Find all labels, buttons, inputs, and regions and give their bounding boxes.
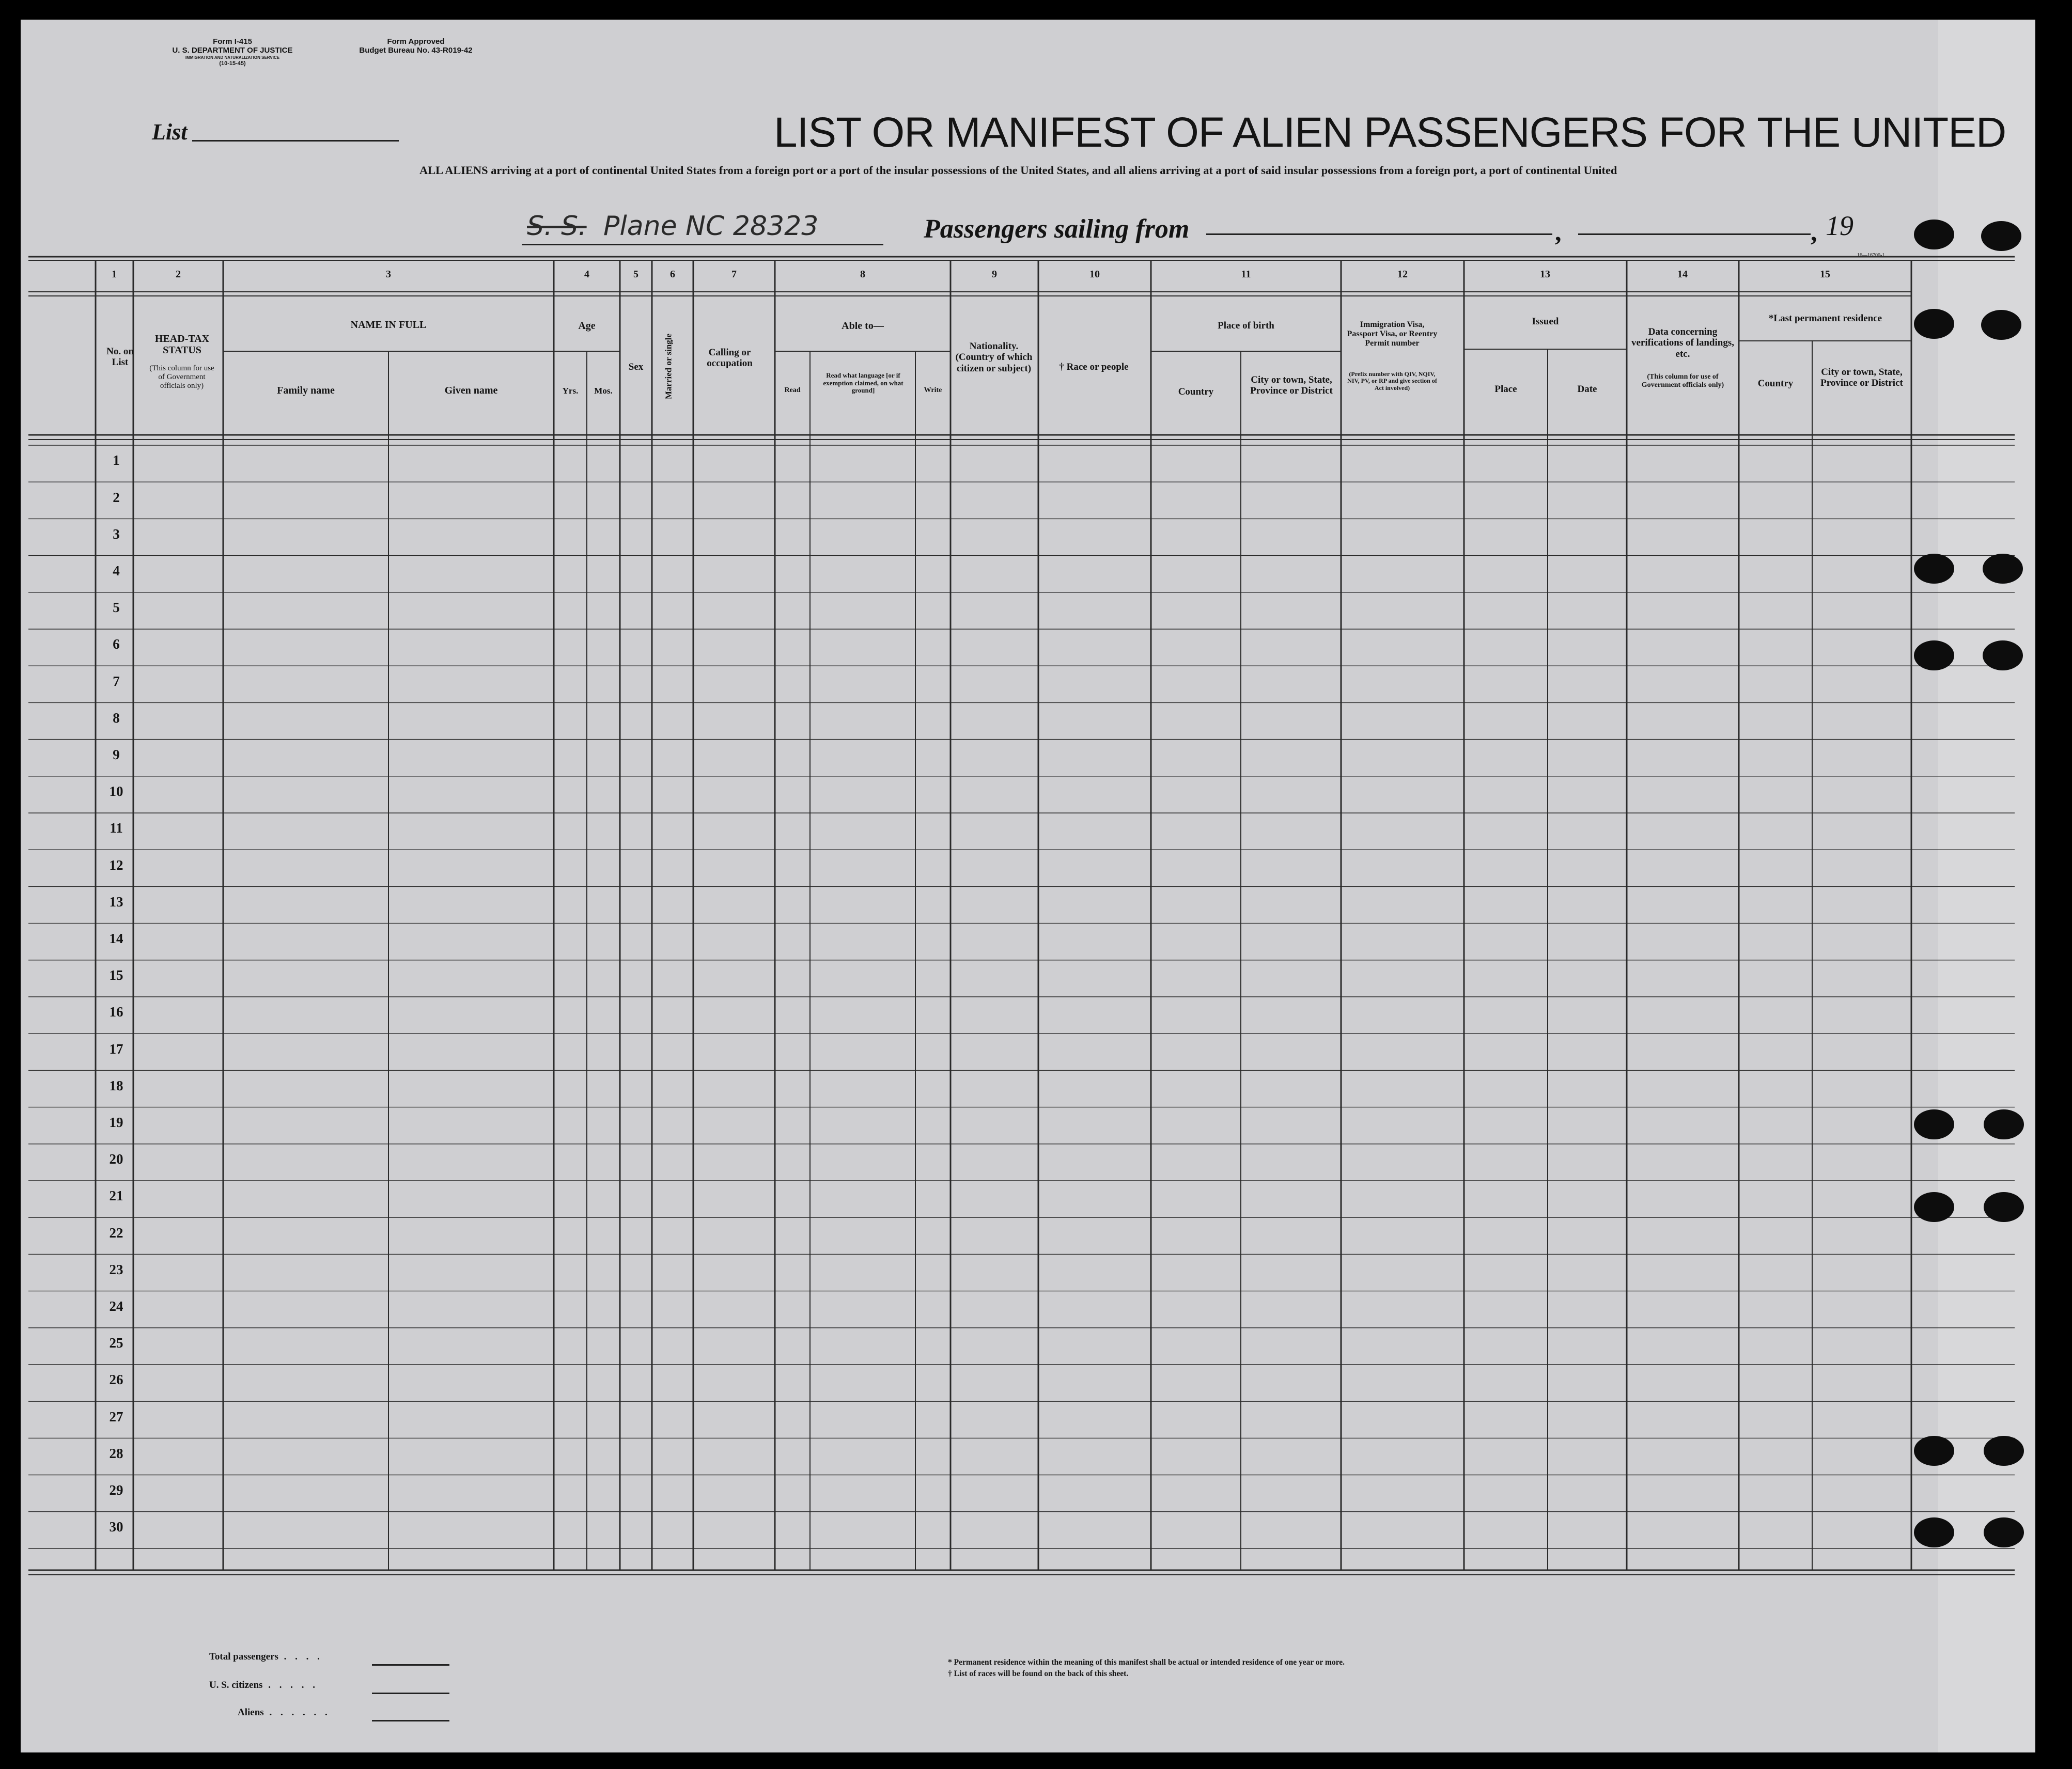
sailing-comma: , <box>1811 217 1817 246</box>
aliens-label: Aliens . . . . . . <box>238 1707 331 1718</box>
row-number: 10 <box>109 784 123 800</box>
header-given-name: Given name <box>444 385 498 396</box>
column-number: 13 <box>1540 269 1550 280</box>
header-married: Married or single <box>663 333 674 400</box>
header-birth-country: Country <box>1178 386 1214 397</box>
header-read-language: Read what language [or if exemption claimed, on what ground] <box>823 371 903 395</box>
header-residence-city: City or town, State, Province or District <box>1820 367 1903 389</box>
page-subtitle: ALL ALIENS arriving at a port of continental United States from a foreign port or a port of the insular possessions of the United States, and all aliens arriving at a port of said insular possessions from a foreign port, a port of continental United <box>419 164 1617 177</box>
row-number: 25 <box>109 1335 123 1351</box>
column-number: 6 <box>670 269 675 280</box>
header-issued-place: Place <box>1494 384 1517 395</box>
header-head-tax-title: HEAD-TAX STATUS <box>154 333 210 356</box>
row-number: 2 <box>113 489 120 505</box>
binding-hole <box>1914 1192 1954 1222</box>
header-residence-country: Country <box>1757 378 1794 389</box>
print-code: 16—16700-1 <box>1857 253 1885 258</box>
year-prefix: 19 <box>1826 210 1853 241</box>
binding-hole <box>1914 220 1954 249</box>
row-number: 24 <box>109 1298 123 1314</box>
row-number: 5 <box>113 600 120 616</box>
header-sex: Sex <box>628 362 644 372</box>
header-issued: Issued <box>1532 316 1559 327</box>
header-age: Age <box>578 320 596 332</box>
header-verification-title: Data concerning verifications of landings, etc. <box>1631 326 1734 359</box>
header-mos: Mos. <box>594 386 613 396</box>
row-number: 23 <box>109 1261 123 1277</box>
approval-line: Budget Bureau No. 43-R019-42 <box>359 46 473 55</box>
column-number: 14 <box>1677 269 1688 280</box>
header-yrs: Yrs. <box>562 386 579 396</box>
form-id-line: Form I-415 <box>213 37 252 46</box>
row-number: 6 <box>113 636 120 652</box>
header-place-of-birth: Place of birth <box>1218 320 1274 331</box>
row-number: 12 <box>109 857 123 873</box>
comma-mark: , <box>1555 217 1562 246</box>
footnote-races: † List of races will be found on the back of this sheet. <box>948 1669 1129 1678</box>
column-number: 4 <box>584 269 589 280</box>
row-number: 14 <box>109 931 123 947</box>
binding-hole <box>1984 1109 2024 1139</box>
row-number: 15 <box>109 967 123 983</box>
row-number: 18 <box>109 1077 123 1093</box>
row-number: 13 <box>109 894 123 910</box>
row-number: 30 <box>109 1519 123 1535</box>
binding-hole <box>1984 1192 2024 1222</box>
approval-line: Form Approved <box>387 37 445 46</box>
form-id-line: (10-15-45) <box>219 60 246 67</box>
header-able-to: Able to— <box>842 320 884 332</box>
header-issued-date: Date <box>1577 384 1597 395</box>
binding-hole <box>1983 640 2023 670</box>
aliens-field[interactable] <box>372 1720 449 1721</box>
row-number: 26 <box>109 1372 123 1388</box>
us-citizens-field[interactable] <box>372 1693 449 1694</box>
column-number: 8 <box>860 269 865 280</box>
row-number: 1 <box>113 452 120 468</box>
row-number: 8 <box>113 710 120 726</box>
binding-hole <box>1984 1517 2024 1547</box>
form-id-line: IMMIGRATION AND NATURALIZATION SERVICE <box>185 55 280 60</box>
binding-hole <box>1914 309 1954 339</box>
form-id-line: U. S. DEPARTMENT OF JUSTICE <box>172 46 293 55</box>
binding-hole <box>1981 221 2021 251</box>
sailing-from-label: Passengers sailing from <box>924 214 1190 244</box>
header-no-on-list: No. on List <box>106 346 134 368</box>
row-number: 4 <box>113 563 120 579</box>
row-number: 20 <box>109 1151 123 1167</box>
header-verification-note: (This column for use of Government officials only) <box>1641 373 1724 389</box>
header-birth-city: City or town, State, Province or District <box>1250 374 1333 397</box>
binding-hole <box>1981 310 2021 340</box>
total-passengers-field[interactable] <box>372 1664 449 1666</box>
header-calling: Calling or occupation <box>707 347 753 369</box>
us-citizens-label: U. S. citizens . . . . . <box>209 1680 318 1690</box>
header-last-residence: *Last permanent residence <box>1768 313 1882 324</box>
row-number: 11 <box>110 820 123 836</box>
binding-hole <box>1914 1436 1954 1466</box>
page-title: LIST OR MANIFEST OF ALIEN PASSENGERS FOR THE UNITED <box>774 109 2006 156</box>
list-label: List <box>152 119 188 145</box>
binding-hole <box>1914 554 1954 584</box>
header-visa-note: (Prefix number with QIV, NQIV, NIV, PV, or RP and give section of Act involved) <box>1347 370 1437 392</box>
header-nationality: Nationality. (Country of which citizen or subject) <box>955 341 1033 374</box>
row-number: 9 <box>113 747 120 763</box>
column-number: 11 <box>1241 269 1251 280</box>
row-number: 28 <box>109 1445 123 1461</box>
row-number: 7 <box>113 673 120 689</box>
row-number: 17 <box>109 1041 123 1057</box>
binding-hole <box>1983 554 2023 584</box>
column-number: 3 <box>386 269 391 280</box>
header-read: Read <box>784 386 801 394</box>
row-number: 19 <box>109 1115 123 1131</box>
row-number: 27 <box>109 1408 123 1424</box>
header-visa-title: Immigration Visa, Passport Visa, or Reentry Permit number <box>1347 320 1438 348</box>
vessel-name: Plane NC 28323 <box>603 211 819 242</box>
column-number: 2 <box>176 269 181 280</box>
header-family-name: Family name <box>277 385 335 396</box>
row-number: 29 <box>109 1482 123 1498</box>
row-number: 3 <box>113 526 120 542</box>
header-write: Write <box>924 386 942 394</box>
column-number: 12 <box>1397 269 1408 280</box>
binding-hole <box>1984 1436 2024 1466</box>
column-number: 5 <box>633 269 638 280</box>
vessel-prefix: S. S. <box>527 211 587 242</box>
binding-hole <box>1914 640 1954 670</box>
footnote-residence: * Permanent residence within the meaning of this manifest shall be actual or intended residence of one year or more. <box>948 1658 1345 1667</box>
total-passengers-label: Total passengers . . . . <box>209 1651 323 1662</box>
column-number: 9 <box>992 269 997 280</box>
binding-hole <box>1914 1109 1954 1139</box>
column-number: 1 <box>112 269 117 280</box>
row-number: 21 <box>109 1188 123 1204</box>
header-race: † Race or people <box>1059 362 1129 372</box>
binding-hole <box>1914 1517 1954 1547</box>
column-number: 7 <box>731 269 737 280</box>
column-number: 15 <box>1820 269 1830 280</box>
row-number: 16 <box>109 1004 123 1020</box>
header-name-in-full: NAME IN FULL <box>350 319 427 331</box>
row-number: 22 <box>109 1225 123 1241</box>
column-number: 10 <box>1089 269 1100 280</box>
header-head-tax-note: (This column for use of Government officials only) <box>149 364 214 390</box>
